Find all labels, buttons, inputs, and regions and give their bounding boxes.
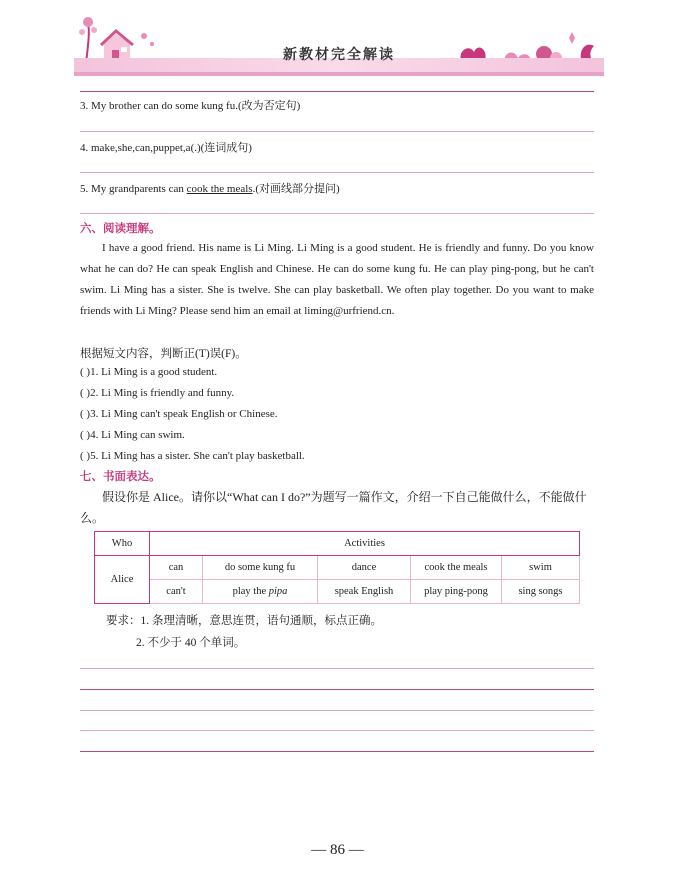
can-activity: do some kung fu [203, 556, 318, 580]
tf-item: ( )4. Li Ming can swim. [80, 429, 185, 441]
can-label: can [150, 556, 203, 580]
answer-line [80, 131, 594, 132]
who-cell: Alice [95, 556, 150, 604]
who-header: Who [95, 532, 150, 556]
cant-activity: play ping-pong [411, 580, 502, 604]
can-activity: swim [502, 556, 580, 580]
can-activity: dance [318, 556, 411, 580]
writing-line [80, 668, 594, 669]
writing-line [80, 710, 594, 711]
cant-activity-italic: pipa [268, 586, 288, 597]
answer-line [80, 91, 594, 92]
cant-activity: sing songs [502, 580, 580, 604]
question-5-underlined: cook the meals [186, 183, 253, 195]
cant-activity-prefix: play the [232, 586, 269, 597]
question-3: 3. My brother can do some kung fu.(改为否定句) [80, 100, 301, 112]
question-4: 4. make,she,can,puppet,a(.)(连词成句) [80, 142, 252, 154]
reading-passage [80, 238, 594, 322]
cant-activity [203, 580, 318, 604]
page-number: — 86 — [311, 842, 364, 858]
tf-item: ( )5. Li Ming has a sister. She can't play basketball. [80, 450, 305, 462]
writing-line [80, 751, 594, 752]
reading-instruction: 根据短文内容，判断正(T)误(F)。 [80, 348, 247, 360]
question-5-prefix: 5. My grandparents can [80, 183, 187, 195]
page-header [74, 14, 604, 76]
tf-item: ( )1. Li Ming is a good student. [80, 366, 218, 378]
writing-prompt-text: 假设你是 Alice。请你以“What can I do?”为题写一篇作文，介绍一下自己能做什么，不能做什么。 [80, 490, 587, 525]
requirement-1: 要求：1. 条理清晰，意思连贯，语句通顺，标点正确。 [106, 615, 382, 627]
header-title: 新教材完全解读 [283, 47, 395, 63]
requirement-2: 2. 不少于 40 个单词。 [136, 637, 246, 649]
cant-label: can't [150, 580, 203, 604]
question-5 [80, 180, 340, 196]
writing-heading: 七、书面表达。 [80, 469, 161, 483]
question-5-suffix: .(对画线部分提问) [252, 183, 340, 195]
writing-line [80, 730, 594, 731]
activities-header: Activities [150, 532, 580, 556]
passage-text: I have a good friend. His name is Li Ming. Li Ming is a good student. He is friendly and funny. Do you know what he can do? He can speak English and Chinese. He can do some kung fu. He can play ping-pong, but he can't swim. Li Ming has a sister. She is twelve. She can play basketball. We often play together. Do you want to make friends with Li Ming? Please send him an email at liming@urfriend.cn. [80, 242, 594, 317]
activities-table [94, 531, 580, 604]
reading-heading: 六、阅读理解。 [80, 221, 161, 235]
tf-item: ( )3. Li Ming can't speak English or Chinese. [80, 408, 278, 420]
writing-prompt [80, 487, 594, 529]
answer-line [80, 213, 594, 214]
writing-line [80, 689, 594, 690]
answer-line [80, 172, 594, 173]
can-activity: cook the meals [411, 556, 502, 580]
tf-item: ( )2. Li Ming is friendly and funny. [80, 387, 235, 399]
cant-activity: speak English [318, 580, 411, 604]
